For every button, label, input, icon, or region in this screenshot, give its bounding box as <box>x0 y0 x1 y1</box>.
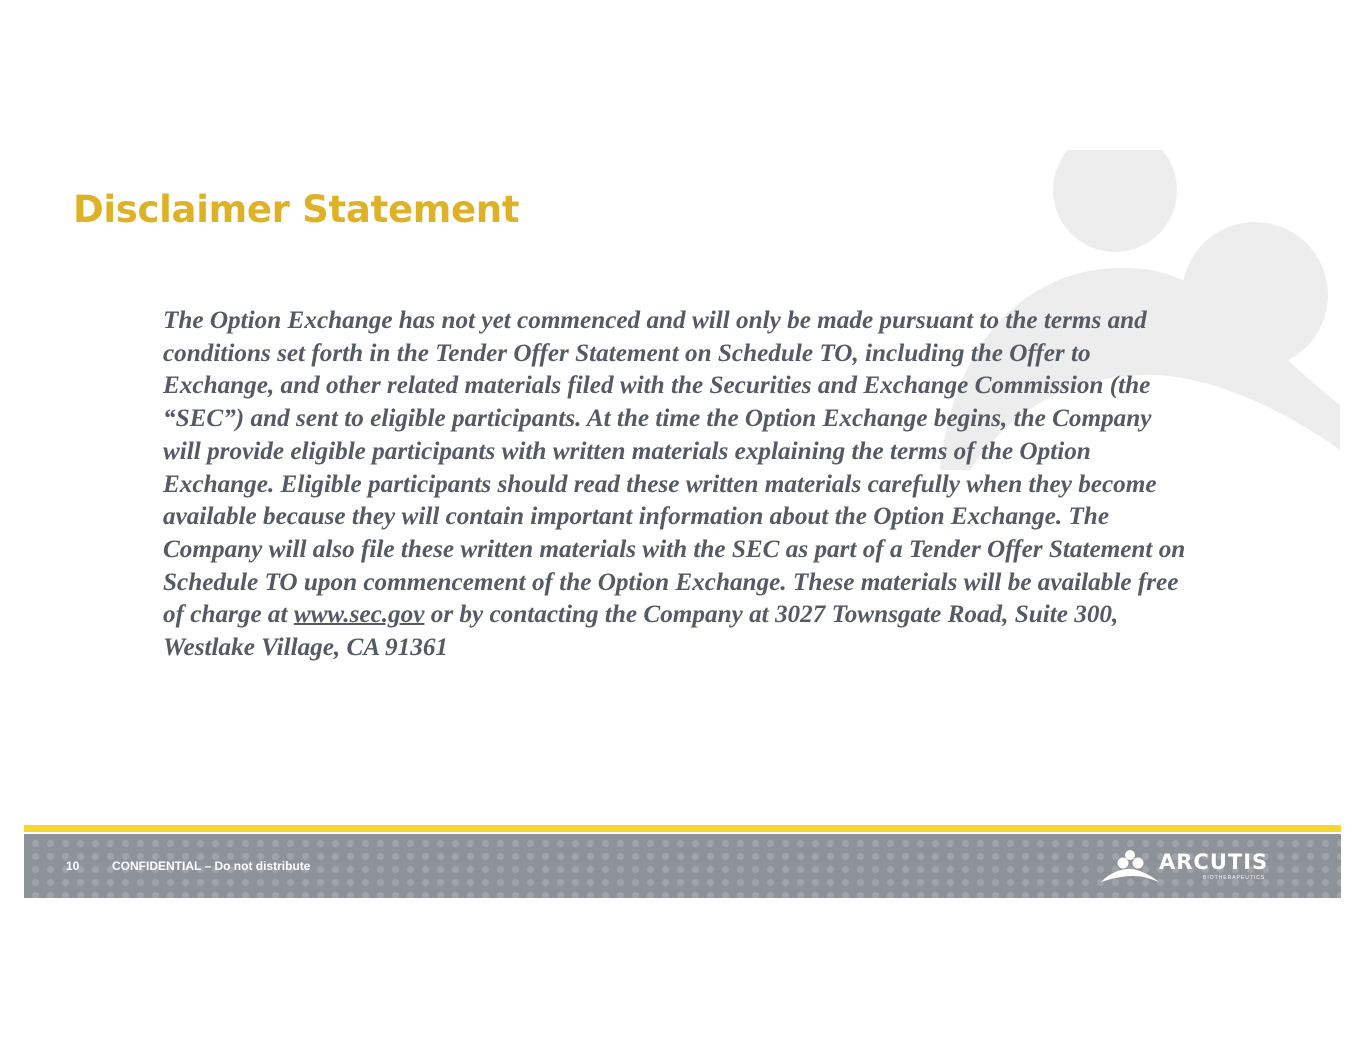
page-number: 10 <box>66 859 80 873</box>
sec-website-link[interactable]: www.sec.gov <box>293 601 425 629</box>
logo-wordmark: ARCUTIS <box>1159 850 1269 874</box>
footer-band <box>24 834 1341 898</box>
logo-subtext: BIOTHERAPEUTICS <box>1203 875 1266 881</box>
disclaimer-text-part-1: The Option Exchange has not yet commenced and will only be made pursuant to the terms and conditions set forth in the Tender Offer Statement on Schedule TO, including the Offer to Exchange, and other related materials filed with the Securities and Exchange Commission (the “SEC”) and sent to eligible participants. At the time the Option Exchange begins, the Company will provide eligible participants with written materials explaining the terms of the Option Exchange. Eligible participants should read these written materials carefully when they become available because they will contain important information about the Option Exchange. The Company will also file these written materials with the SEC as part of a Tender Offer Statement on Schedule TO upon commencement of the Option Exchange. These materials will be available free of charge at <box>163 307 1186 629</box>
confidential-label: CONFIDENTIAL – Do not distribute <box>112 859 311 873</box>
disclaimer-paragraph <box>163 305 1193 665</box>
footer-accent-rule <box>24 825 1341 832</box>
disclaimer-text-part-2: or by contacting the Company at 3027 Townsgate Road, Suite 300, Westlake Village, CA 91361 <box>163 601 1119 662</box>
arcutis-logo <box>1099 848 1284 888</box>
arcutis-logo-icon <box>1099 848 1161 888</box>
page-title: Disclaimer Statement <box>73 188 520 231</box>
